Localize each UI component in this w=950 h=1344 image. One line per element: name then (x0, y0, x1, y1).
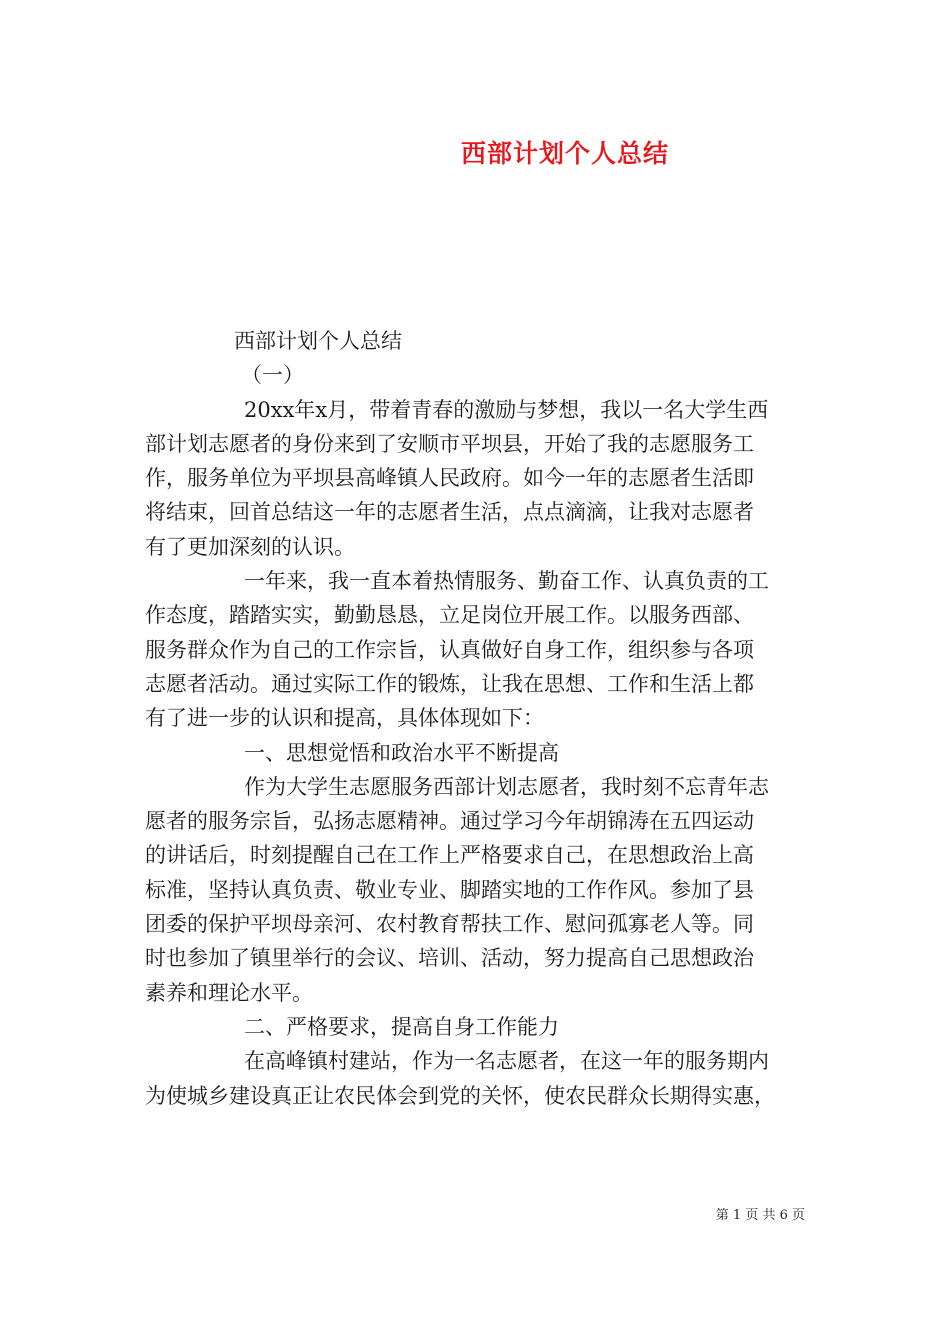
text-line: 一年来，我一直本着热情服务、勤奋工作、认真负责的工 (244, 569, 769, 594)
page-number: 第 1 页 共 6 页 (715, 1208, 805, 1223)
text-line: 团委的保护平坝母亲河、农村教育帮扶工作、慰问孤寡老人等。同 (145, 912, 754, 937)
text-line: 有了进一步的认识和提高，具体体现如下： (145, 706, 544, 731)
text-line: 素养和理论水平。 (145, 980, 313, 1005)
text-line: 作为大学生志愿服务西部计划志愿者，我时刻不忘青年志 (244, 774, 769, 799)
text-line: 的讲话后，时刻提醒自己在工作上严格要求自己，在思想政治上高 (145, 843, 754, 868)
text-line: 作态度，踏踏实实，勤勤恳恳，立足岗位开展工作。以服务西部、 (145, 603, 754, 628)
text-line: 作，服务单位为平坝县高峰镇人民政府。如今一年的志愿者生活即 (145, 466, 754, 491)
text-line: 将结束，回首总结这一年的志愿者生活，点点滴滴，让我对志愿者 (145, 500, 754, 525)
text-line: 标准，坚持认真负责、敬业专业、脚踏实地的工作作风。参加了县 (145, 877, 754, 902)
text-line: 部计划志愿者的身份来到了安顺市平坝县，开始了我的志愿服务工 (145, 431, 754, 456)
text-line: 时也参加了镇里举行的会议、培训、活动，努力提高自己思想政治 (145, 946, 754, 971)
section-number: （一） (241, 363, 304, 388)
text-line: 在高峰镇村建站，作为一名志愿者，在这一年的服务期内 (244, 1049, 769, 1074)
text-line: 志愿者活动。通过实际工作的锻炼，让我在思想、工作和生活上都 (145, 671, 754, 696)
text-line: 为使城乡建设真正让农民体会到党的关怀，使农民群众长期得实惠， (145, 1083, 775, 1108)
text-line: 愿者的服务宗旨，弘扬志愿精神。通过学习今年胡锦涛在五四运动 (145, 809, 754, 834)
body-text (145, 324, 810, 1113)
text-line: 一、思想觉悟和政治水平不断提高 (244, 740, 559, 765)
text-line: 有了更加深刻的认识。 (145, 534, 355, 559)
text-line: 20xx年x月，带着青春的激励与梦想，我以一名大学生西 (244, 397, 769, 422)
document-title: 西部计划个人总结 (460, 139, 669, 168)
body-heading: 西部计划个人总结 (234, 329, 402, 353)
text-line: 二、严格要求，提高自身工作能力 (244, 1014, 559, 1039)
text-line: 服务群众作为自己的工作宗旨，认真做好自身工作，组织参与各项 (145, 637, 754, 662)
paragraph-lines (145, 393, 810, 1113)
